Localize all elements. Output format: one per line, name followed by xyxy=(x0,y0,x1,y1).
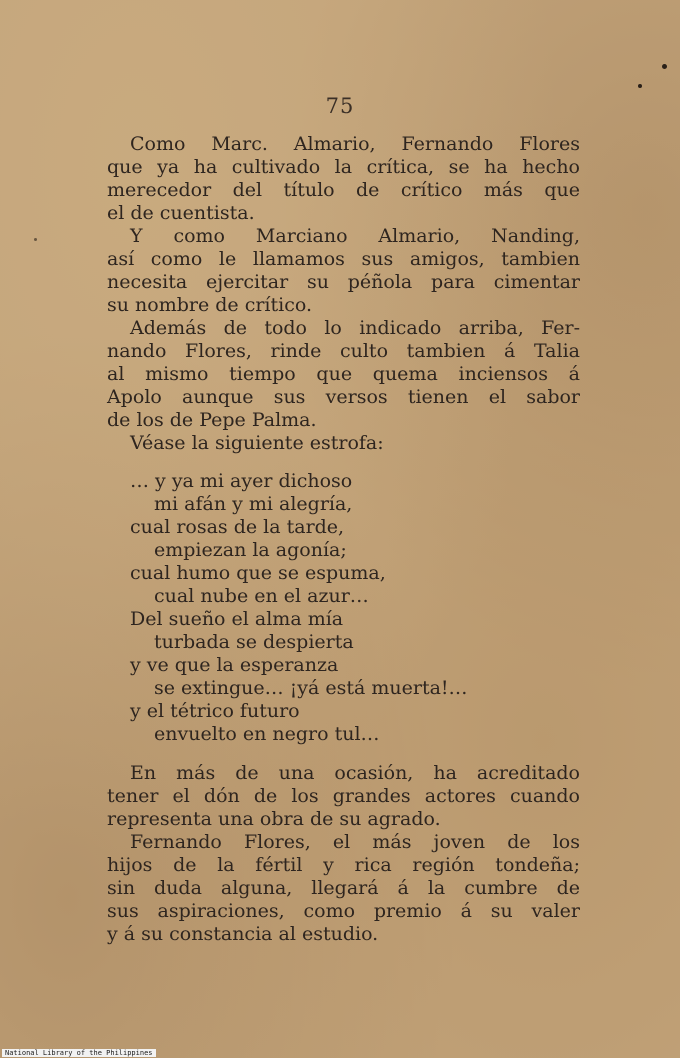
text-line: sin duda alguna, llegará á la cumbre de xyxy=(107,877,580,899)
poem-verse: … y ya mi ayer dichoso xyxy=(130,470,353,492)
text-line: En más de una ocasión, ha acreditado xyxy=(130,762,580,784)
page-number: 75 xyxy=(325,94,355,118)
text-line: tener el dón de los grandes actores cuando xyxy=(107,785,580,807)
poem-verse: mi afán y mi alegría, xyxy=(154,493,353,515)
paragraph xyxy=(107,225,580,317)
text-line: nando Flores, rinde culto tambien á Talia xyxy=(107,340,580,362)
poem-verse: y el tétrico futuro xyxy=(130,700,300,722)
poem-verse: turbada se despierta xyxy=(154,631,354,653)
paper-speck xyxy=(638,84,642,88)
text-line: así como le llamamos sus amigos, tambien xyxy=(107,248,580,270)
poem-verse: y ve que la esperanza xyxy=(130,654,339,676)
poem-verse: cual rosas de la tarde, xyxy=(130,516,345,538)
paper-speck xyxy=(662,64,667,69)
paragraph xyxy=(107,831,580,946)
paragraph xyxy=(107,432,580,455)
text-line: necesita ejercitar su péñola para cimentar xyxy=(107,271,580,293)
library-footer: National Library of the Philippines xyxy=(2,1049,156,1057)
text-line: de los de Pepe Palma. xyxy=(107,409,317,431)
text-line: Además de todo lo indicado arriba, Fer- xyxy=(130,317,580,339)
paragraph xyxy=(107,762,580,831)
top-text-block xyxy=(107,133,580,455)
text-line: Apolo aunque sus versos tienen el sabor xyxy=(107,386,580,408)
text-line: Véase la siguiente estrofa: xyxy=(130,432,384,454)
text-line: y á su constancia al estudio. xyxy=(107,923,379,945)
paper-speck xyxy=(34,238,37,241)
text-line: merecedor del título de crítico más que xyxy=(107,179,580,201)
text-line: Fernando Flores, el más joven de los xyxy=(130,831,580,853)
poem-verse: envuelto en negro tul… xyxy=(154,723,380,745)
text-line: Y como Marciano Almario, Nanding, xyxy=(130,225,580,247)
poem-verse: cual nube en el azur… xyxy=(154,585,369,607)
text-line: su nombre de crítico. xyxy=(107,294,312,316)
text-line: Como Marc. Almario, Fernando Flores xyxy=(130,133,580,155)
text-line: sus aspiraciones, como premio á su valer xyxy=(107,900,580,922)
text-line: representa una obra de su agrado. xyxy=(107,808,441,830)
text-line: al mismo tiempo que quema inciensos á xyxy=(107,363,580,385)
poem-verse: cual humo que se espuma, xyxy=(130,562,386,584)
bottom-text-block xyxy=(107,762,580,946)
poem-stanza xyxy=(130,470,550,746)
poem-verse: empiezan la agonía; xyxy=(154,539,347,561)
poem-verse: se extingue… ¡yá está muerta!… xyxy=(154,677,468,699)
text-line: el de cuentista. xyxy=(107,202,255,224)
text-line: hijos de la fértil y rica región tondeña; xyxy=(107,854,580,876)
text-line: que ya ha cultivado la crítica, se ha hecho xyxy=(107,156,580,178)
poem-verse: Del sueño el alma mía xyxy=(130,608,344,630)
paragraph xyxy=(107,133,580,225)
paragraph xyxy=(107,317,580,432)
